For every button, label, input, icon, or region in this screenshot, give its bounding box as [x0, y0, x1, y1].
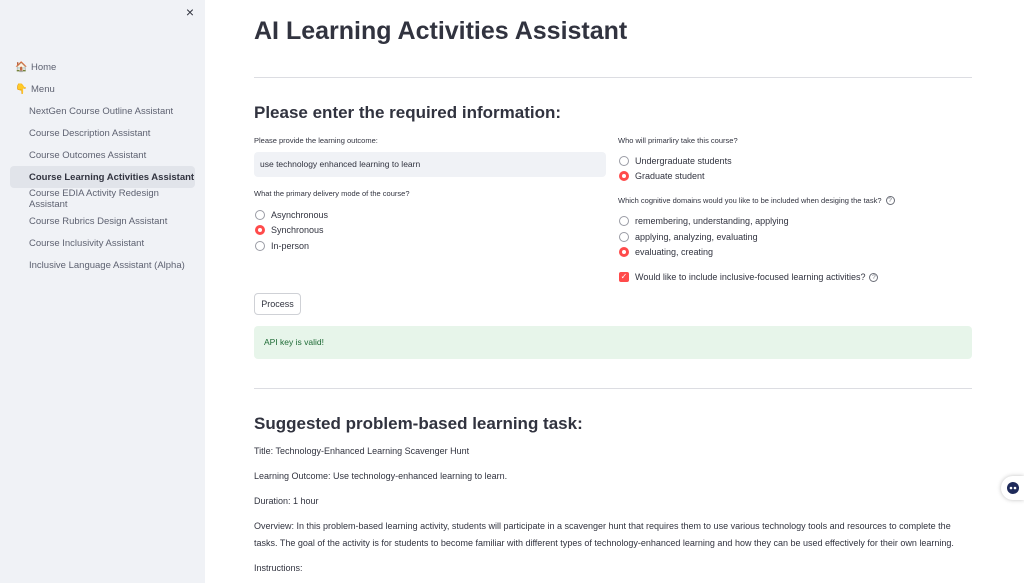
sidebar-item-label: Course EDIA Activity Redesign Assistant [29, 188, 159, 210]
close-icon[interactable]: × [185, 4, 195, 20]
radio-label: remembering, understanding, applying [635, 216, 789, 226]
radio-circle [619, 156, 629, 166]
pointing-down-icon: 👇 [15, 83, 28, 95]
result-instructions: Instructions: [254, 563, 303, 573]
radio-circle [619, 216, 629, 226]
sidebar-item-learning-activities[interactable] [10, 166, 195, 188]
chat-bot-icon[interactable] [1001, 476, 1024, 500]
radio-in-person[interactable] [255, 239, 309, 253]
result-heading: Suggested problem-based learning task: [254, 414, 583, 433]
radio-label: applying, analyzing, evaluating [635, 232, 758, 242]
radio-circle [619, 232, 629, 242]
sidebar-nav [10, 56, 195, 276]
sidebar-item-nextgen-outline[interactable] [10, 100, 195, 122]
result-overview: Overview: In this problem-based learning activity, students will participate in a scavenger hunt that requires them to use various technology tools and resources to complete the tasks. The goal of the activity is for students to become familiar with different types of technology-enhanced learning and how they can be used effectively for their own learning. [254, 521, 954, 548]
sidebar-item-edia-redesign[interactable] [10, 188, 195, 210]
radio-evaluating[interactable] [619, 245, 713, 259]
page-title: AI Learning Activities Assistant [254, 17, 628, 45]
radio-label: evaluating, creating [635, 247, 714, 257]
result-title: Title: Technology-Enhanced Learning Scavenger Hunt [254, 446, 470, 456]
radio-graduate[interactable] [619, 169, 705, 183]
form-heading: Please enter the required information: [254, 103, 562, 122]
success-alert: API key is valid! [254, 326, 972, 359]
divider [254, 388, 972, 389]
house-icon: 🏠 [15, 61, 28, 73]
radio-label: Undergraduate students [635, 156, 732, 166]
divider [254, 77, 972, 78]
radio-circle-selected [619, 247, 629, 257]
sidebar-item-label: Course Description Assistant [29, 127, 151, 139]
sidebar-item-inclusive-language[interactable] [10, 254, 195, 276]
radio-circle [255, 210, 265, 220]
cognitive-domains-label-text: Which cognitive domains would you like to be included when desiging the task? [618, 196, 882, 205]
sidebar-item-label: Course Inclusivity Assistant [29, 237, 145, 249]
sidebar-item-label: Inclusive Language Assistant (Alpha) [29, 259, 185, 271]
result-duration: Duration: 1 hour [254, 496, 319, 506]
radio-asynchronous[interactable] [255, 208, 328, 222]
sidebar-item-menu[interactable] [10, 78, 195, 100]
radio-circle-selected [619, 171, 629, 181]
radio-label: In-person [271, 241, 310, 251]
radio-label: Synchronous [271, 225, 324, 235]
learning-outcome-input[interactable]: use technology enhanced learning to learn [254, 152, 606, 177]
sidebar-item-home[interactable] [10, 56, 195, 78]
sidebar-item-course-description[interactable] [10, 122, 195, 144]
sidebar-item-label: Home [31, 61, 57, 73]
checkbox-checked-icon: ✓ [620, 272, 628, 281]
sidebar-item-label: Menu [31, 83, 55, 95]
radio-label: Graduate student [635, 171, 705, 181]
help-circle-icon[interactable]: ? [886, 196, 895, 205]
radio-applying[interactable] [619, 230, 758, 244]
audience-label: Who will primarliry take this course? [618, 136, 738, 145]
sidebar-item-course-outcomes[interactable] [10, 144, 195, 166]
chat-bot-glyph [1006, 481, 1020, 495]
help-circle-icon[interactable]: ? [869, 273, 878, 282]
checkbox-label: Would like to include inclusive-focused learning activities? [635, 272, 866, 282]
radio-circle [255, 241, 265, 251]
sidebar-item-inclusivity[interactable] [10, 232, 195, 254]
sidebar-item-label: Course Learning Activities Assistant [29, 171, 195, 183]
process-button[interactable]: Process [254, 293, 301, 315]
sidebar-item-label: Course Outcomes Assistant [29, 149, 147, 161]
radio-undergraduate[interactable] [619, 154, 732, 168]
result-outcome: Learning Outcome: Use technology-enhanced learning to learn. [254, 471, 508, 481]
radio-remembering[interactable] [619, 214, 789, 228]
delivery-mode-label: What the primary delivery mode of the course? [254, 189, 410, 198]
sidebar-item-label: Course Rubrics Design Assistant [29, 215, 168, 227]
radio-synchronous[interactable] [255, 223, 324, 237]
radio-circle-selected [255, 225, 265, 235]
cognitive-domains-label [618, 196, 895, 205]
inclusive-activities-checkbox[interactable] [619, 270, 878, 284]
radio-label: Asynchronous [271, 210, 329, 220]
sidebar [0, 0, 205, 583]
sidebar-item-rubrics-design[interactable] [10, 210, 195, 232]
outcome-label: Please provide the learning outcome: [254, 136, 378, 145]
sidebar-item-label: NextGen Course Outline Assistant [29, 105, 174, 117]
